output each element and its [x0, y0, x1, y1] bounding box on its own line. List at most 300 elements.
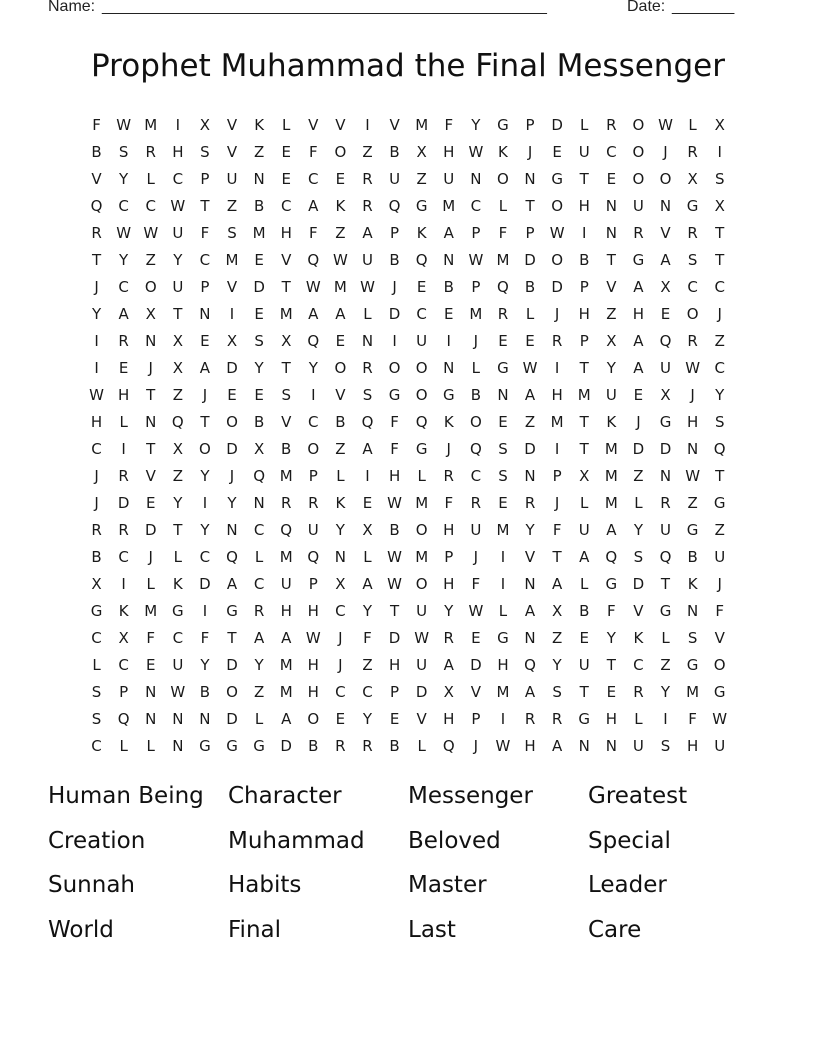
grid-letter: R — [335, 737, 346, 755]
grid-letter: C — [335, 683, 346, 701]
grid-letter: W — [305, 629, 321, 647]
grid-letter: F — [498, 224, 508, 242]
grid-letter: E — [633, 386, 644, 404]
grid-letter: E — [416, 278, 427, 296]
grid-letter: D — [226, 359, 238, 377]
grid-letter: G — [199, 737, 211, 755]
grid-letter: G — [226, 602, 238, 620]
grid-letter: W — [549, 224, 565, 242]
grid-letter: Q — [605, 548, 618, 566]
grid-letter: C — [308, 170, 319, 188]
grid-letter: P — [119, 683, 129, 701]
grid-letter: U — [172, 278, 184, 296]
grid-letter: I — [717, 143, 722, 161]
grid-letter: H — [90, 413, 103, 431]
grid-letter: N — [199, 305, 211, 323]
grid-letter: I — [500, 710, 506, 728]
grid-letter: L — [254, 710, 264, 728]
grid-letter: N — [524, 467, 536, 485]
grid-letter: N — [659, 467, 672, 485]
grid-letter: B — [579, 251, 590, 269]
grid-letter: Q — [171, 413, 184, 431]
grid-letter: Y — [362, 602, 373, 620]
grid-letter: F — [444, 494, 454, 512]
grid-letter: U — [714, 737, 726, 755]
grid-letter: N — [253, 170, 265, 188]
grid-letter: W — [658, 116, 673, 134]
grid-letter: E — [525, 332, 535, 350]
grid-letter: I — [500, 575, 506, 593]
grid-letter: R — [687, 332, 698, 350]
grid-letter: N — [253, 494, 265, 512]
grid-letter: E — [444, 305, 454, 323]
grid-letter: O — [497, 170, 509, 188]
grid-letter: G — [686, 197, 699, 215]
grid-letter: O — [686, 305, 699, 323]
grid-letter: L — [92, 656, 101, 674]
word-list-item: Human Being — [48, 783, 204, 809]
grid-letter: A — [281, 710, 292, 728]
grid-letter: X — [118, 629, 129, 647]
grid-letter: Q — [524, 656, 536, 674]
grid-letter: Y — [91, 305, 102, 323]
grid-letter: G — [632, 251, 645, 269]
grid-letter: O — [307, 710, 320, 728]
grid-letter: V — [606, 278, 617, 296]
grid-letter: Z — [687, 494, 698, 512]
grid-letter: J — [94, 494, 99, 512]
grid-letter: C — [118, 548, 129, 566]
grid-letter: G — [226, 737, 238, 755]
grid-letter: P — [471, 224, 481, 242]
name-field-line: __________________________________________________ — [102, 0, 547, 15]
grid-letter: R — [551, 710, 563, 728]
grid-letter: I — [554, 440, 560, 458]
word-list — [48, 779, 768, 957]
grid-letter: S — [281, 386, 291, 404]
grid-letter: T — [660, 575, 671, 593]
word-list-item: Leader — [588, 872, 667, 898]
grid-letter: C — [118, 656, 129, 674]
grid-letter: Z — [172, 386, 183, 404]
grid-letter: X — [552, 602, 563, 620]
grid-letter: J — [94, 467, 99, 485]
grid-letter: I — [202, 494, 208, 512]
grid-letter: C — [172, 629, 184, 647]
grid-letter: V — [281, 251, 292, 269]
grid-letter: D — [659, 440, 672, 458]
grid-letter: L — [282, 116, 291, 134]
grid-letter: Q — [90, 197, 103, 215]
grid-letter: Q — [497, 278, 509, 296]
grid-letter: E — [498, 413, 508, 431]
grid-letter: A — [552, 575, 563, 593]
grid-letter: A — [443, 224, 454, 242]
grid-letter: D — [280, 737, 292, 755]
grid-letter: M — [469, 305, 483, 323]
grid-letter: T — [552, 548, 562, 566]
grid-letter: I — [663, 710, 668, 728]
grid-letter: G — [605, 575, 618, 593]
grid-letter: L — [580, 116, 589, 134]
grid-letter: X — [579, 467, 590, 485]
grid-letter: N — [145, 413, 157, 431]
grid-letter: W — [495, 737, 511, 755]
grid-letter: P — [552, 467, 562, 485]
name-label: Name: — [48, 0, 96, 15]
grid-letter: M — [333, 278, 347, 296]
grid-letter: J — [717, 305, 722, 323]
grid-letter: T — [715, 251, 725, 269]
grid-letter: R — [633, 224, 644, 242]
grid-letter: O — [713, 656, 726, 674]
grid-letter: N — [470, 170, 482, 188]
grid-letter: F — [471, 575, 481, 593]
grid-letter: G — [686, 521, 699, 539]
grid-letter: X — [416, 143, 427, 161]
grid-letter: G — [659, 602, 672, 620]
grid-letter: L — [661, 629, 670, 647]
grid-letter: M — [686, 683, 700, 701]
grid-letter: Z — [172, 467, 183, 485]
grid-letter: E — [552, 143, 562, 161]
grid-letter: Z — [633, 467, 644, 485]
grid-letter: J — [554, 494, 560, 512]
grid-letter: M — [144, 116, 158, 134]
grid-letter: M — [415, 116, 429, 134]
grid-letter: R — [524, 710, 536, 728]
grid-letter: Y — [173, 494, 183, 512]
grid-letter: A — [552, 737, 563, 755]
grid-letter: E — [335, 332, 346, 350]
grid-letter: R — [145, 143, 156, 161]
grid-letter: U — [578, 521, 590, 539]
grid-letter: Y — [552, 656, 562, 674]
grid-letter: Z — [362, 143, 373, 161]
grid-letter: A — [226, 575, 238, 593]
grid-letter: Y — [633, 521, 643, 539]
grid-letter: Z — [335, 224, 346, 242]
grid-letter: M — [604, 494, 618, 512]
grid-letter: I — [365, 467, 370, 485]
grid-letter: H — [307, 656, 319, 674]
grid-letter: Y — [335, 521, 345, 539]
grid-letter: H — [307, 683, 319, 701]
grid-letter: D — [551, 116, 563, 134]
grid-letter: E — [227, 386, 237, 404]
grid-letter: R — [253, 602, 265, 620]
grid-letter: A — [524, 683, 536, 701]
grid-letter: U — [389, 170, 401, 188]
grid-letter: V — [335, 116, 346, 134]
grid-letter: N — [605, 737, 617, 755]
grid-letter: H — [551, 386, 563, 404]
grid-letter: S — [552, 683, 562, 701]
grid-letter: C — [687, 278, 698, 296]
grid-letter: Q — [415, 413, 428, 431]
word-list-item: Care — [588, 916, 642, 943]
grid-letter: J — [148, 359, 153, 377]
grid-letter: W — [712, 710, 728, 728]
grid-letter: Z — [253, 143, 265, 161]
grid-letter: S — [118, 143, 129, 161]
grid-letter: L — [146, 575, 155, 593]
grid-letter: F — [308, 143, 318, 161]
grid-letter: O — [632, 143, 645, 161]
grid-letter: S — [687, 629, 698, 647]
grid-letter: L — [336, 467, 345, 485]
grid-letter: W — [468, 251, 484, 269]
grid-letter: T — [173, 521, 183, 539]
grid-letter: K — [606, 413, 617, 431]
grid-letter: L — [525, 305, 535, 323]
grid-letter: E — [362, 494, 373, 512]
grid-letter: X — [714, 116, 725, 134]
grid-letter: O — [415, 575, 428, 593]
grid-letter: J — [473, 737, 479, 755]
grid-letter: E — [281, 170, 291, 188]
grid-letter: E — [254, 386, 264, 404]
grid-letter: Y — [606, 629, 616, 647]
grid-letter: B — [687, 548, 698, 566]
grid-letter: C — [470, 467, 482, 485]
word-list-item: Character — [228, 783, 342, 809]
word-list-item: Special — [588, 827, 671, 854]
grid-letter: L — [580, 575, 589, 593]
grid-letter: W — [89, 386, 104, 404]
grid-letter: T — [579, 170, 589, 188]
grid-letter: G — [686, 656, 699, 674]
grid-letter: M — [279, 683, 293, 701]
grid-letter: B — [281, 440, 292, 458]
grid-letter: I — [121, 440, 126, 458]
grid-letter: H — [443, 575, 455, 593]
grid-letter: G — [497, 116, 509, 134]
grid-letter: H — [280, 224, 292, 242]
grid-letter: T — [200, 413, 210, 431]
grid-letter: T — [281, 278, 291, 296]
grid-letter: F — [552, 521, 562, 539]
grid-letter: T — [146, 440, 156, 458]
grid-letter: J — [636, 413, 641, 431]
grid-letter: Y — [308, 359, 318, 377]
grid-letter: H — [632, 305, 645, 323]
grid-letter: H — [172, 143, 184, 161]
grid-letter: I — [392, 332, 397, 350]
grid-letter: V — [389, 116, 400, 134]
grid-letter: O — [307, 440, 320, 458]
grid-letter: O — [415, 521, 428, 539]
grid-letter: C — [416, 305, 427, 323]
grid-letter: B — [253, 413, 265, 431]
grid-letter: J — [94, 278, 99, 296]
grid-letter: G — [497, 359, 509, 377]
grid-letter: J — [527, 143, 533, 161]
grid-letter: H — [307, 602, 319, 620]
grid-letter: H — [280, 602, 292, 620]
grid-letter: L — [634, 710, 643, 728]
grid-letter: F — [200, 629, 210, 647]
grid-letter: T — [715, 224, 725, 242]
grid-letter: T — [525, 197, 535, 215]
grid-letter: F — [146, 629, 156, 647]
grid-letter: C — [118, 278, 129, 296]
grid-letter: D — [388, 629, 401, 647]
grid-letter: E — [254, 251, 264, 269]
grid-letter: E — [660, 305, 671, 323]
grid-letter: N — [443, 359, 455, 377]
grid-letter: Y — [254, 656, 264, 674]
grid-letter: M — [279, 467, 293, 485]
grid-letter: R — [362, 737, 373, 755]
grid-letter: I — [365, 116, 370, 134]
grid-letter: C — [606, 143, 617, 161]
grid-letter: X — [714, 197, 725, 215]
grid-letter: G — [172, 602, 184, 620]
grid-letter: W — [116, 224, 132, 242]
grid-letter: U — [470, 521, 482, 539]
grid-letter: S — [200, 143, 210, 161]
grid-letter: E — [200, 332, 210, 350]
grid-letter: D — [415, 683, 428, 701]
grid-letter: U — [578, 143, 590, 161]
grid-letter: D — [144, 521, 157, 539]
grid-letter: C — [91, 440, 102, 458]
grid-letter: J — [338, 629, 343, 647]
grid-letter: Y — [200, 656, 210, 674]
grid-letter: H — [443, 710, 455, 728]
grid-letter: C — [91, 629, 102, 647]
grid-letter: H — [686, 737, 699, 755]
grid-letter: S — [660, 737, 671, 755]
grid-letter: T — [579, 413, 589, 431]
grid-letter: C — [335, 602, 346, 620]
grid-letter: K — [335, 197, 346, 215]
grid-letter: K — [416, 224, 427, 242]
grid-letter: P — [471, 710, 481, 728]
grid-letter: K — [335, 494, 346, 512]
grid-letter: O — [199, 440, 211, 458]
grid-letter: E — [579, 629, 589, 647]
grid-letter: Y — [606, 359, 616, 377]
grid-letter: S — [714, 170, 725, 188]
grid-letter: A — [118, 305, 129, 323]
grid-letter: E — [606, 170, 617, 188]
grid-letter: R — [362, 197, 373, 215]
grid-letter: P — [471, 278, 481, 296]
grid-letter: J — [473, 332, 479, 350]
grid-letter: V — [524, 548, 536, 566]
grid-letter: X — [606, 332, 617, 350]
grid-letter: B — [524, 278, 536, 296]
grid-letter: R — [687, 224, 698, 242]
grid-letter: C — [91, 737, 102, 755]
grid-letter: E — [281, 143, 291, 161]
grid-letter: O — [632, 170, 645, 188]
grid-letter: Z — [253, 683, 265, 701]
grid-letter: R — [470, 494, 482, 512]
grid-letter: V — [470, 683, 481, 701]
grid-letter: S — [91, 710, 102, 728]
grid-letter: N — [605, 197, 617, 215]
grid-letter: F — [607, 602, 616, 620]
grid-letter: U — [226, 170, 238, 188]
grid-letter: O — [659, 170, 672, 188]
grid-letter: G — [659, 413, 672, 431]
grid-letter: M — [279, 548, 293, 566]
grid-letter: N — [443, 251, 455, 269]
grid-letter: Y — [715, 386, 725, 404]
grid-letter: V — [335, 386, 346, 404]
grid-letter: C — [118, 197, 129, 215]
grid-letter: J — [392, 278, 397, 296]
grid-letter: E — [145, 494, 156, 512]
grid-letter: R — [443, 467, 454, 485]
grid-letter: S — [498, 467, 508, 485]
grid-letter: S — [91, 683, 102, 701]
grid-letter: K — [172, 575, 183, 593]
grid-letter: N — [226, 521, 238, 539]
grid-letter: Z — [335, 440, 346, 458]
grid-letter: P — [390, 683, 400, 701]
grid-letter: H — [497, 656, 509, 674]
grid-letter: A — [362, 440, 373, 458]
grid-letter: J — [473, 548, 479, 566]
grid-letter: X — [172, 359, 183, 377]
grid-letter: B — [389, 737, 400, 755]
grid-letter: R — [687, 143, 698, 161]
grid-letter: Q — [226, 548, 238, 566]
grid-letter: O — [632, 116, 645, 134]
grid-letter: H — [686, 413, 699, 431]
grid-letter: G — [253, 737, 265, 755]
grid-letter: S — [254, 332, 264, 350]
grid-letter: P — [579, 332, 589, 350]
grid-letter: U — [307, 521, 319, 539]
grid-letter: D — [632, 440, 645, 458]
grid-letter: F — [92, 116, 101, 134]
grid-letter: N — [605, 224, 617, 242]
grid-letter: W — [332, 251, 348, 269]
grid-letter: I — [94, 332, 99, 350]
grid-letter: G — [497, 629, 509, 647]
grid-letter: J — [663, 143, 668, 161]
grid-letter: R — [118, 521, 129, 539]
grid-letter: P — [444, 548, 454, 566]
grid-letter: W — [116, 116, 132, 134]
grid-letter: F — [200, 224, 210, 242]
word-list-item: Muhammad — [228, 827, 365, 854]
grid-letter: C — [199, 548, 211, 566]
grid-letter: B — [253, 197, 265, 215]
grid-letter: Z — [145, 251, 156, 269]
grid-letter: C — [145, 197, 156, 215]
grid-letter: M — [279, 305, 293, 323]
grid-letter: I — [202, 602, 208, 620]
grid-letter: M — [550, 413, 564, 431]
grid-letter: E — [335, 170, 346, 188]
grid-letter: V — [226, 116, 238, 134]
grid-letter: U — [172, 656, 184, 674]
grid-letter: L — [634, 494, 643, 512]
grid-letter: Y — [254, 359, 264, 377]
grid-letter: V — [714, 629, 725, 647]
grid-letter: B — [199, 683, 211, 701]
grid-letter: Z — [714, 332, 725, 350]
grid-letter: L — [580, 494, 589, 512]
grid-letter: N — [497, 386, 509, 404]
grid-letter: N — [172, 737, 184, 755]
